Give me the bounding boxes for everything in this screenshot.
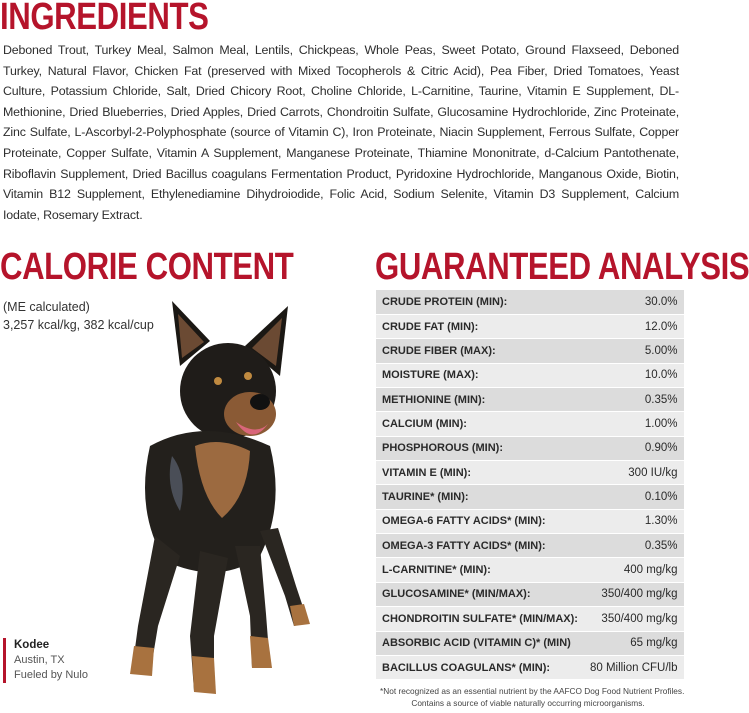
nutrient-label: ABSORBIC ACID (VITAMIN C)* (MIN) [376,631,584,655]
nutrient-label: BACILLUS COAGULANS* (MIN): [376,655,584,679]
table-row [376,607,684,631]
nutrient-label: TAURINE* (MIN): [376,485,584,509]
nutrient-value: 80 Million CFU/lb [584,655,684,679]
analysis-footnote [380,685,685,709]
caption-sponsor: Fueled by Nulo [14,669,88,681]
table-row [376,387,684,411]
nutrient-value: 350/400 mg/kg [584,607,684,631]
nutrient-value: 400 mg/kg [584,558,684,582]
table-row [376,509,684,533]
nutrient-value: 350/400 mg/kg [584,582,684,606]
nutrient-label: MOISTURE (MAX): [376,363,584,387]
table-row [376,461,684,485]
nutrient-label: OMEGA-3 FATTY ACIDS* (MIN): [376,534,584,558]
nutrient-value: 0.35% [584,387,684,411]
table-row [376,363,684,387]
table-row [376,631,684,655]
nutrient-value: 65 mg/kg [584,631,684,655]
dog-photo [110,296,320,706]
table-row [376,290,684,314]
nutrient-value: 0.35% [584,534,684,558]
ingredients-title: INGREDIENTS [0,0,209,38]
table-row [376,314,684,338]
analysis-table [376,290,684,680]
analysis-title: GUARANTEED ANALYSIS [375,246,749,288]
table-row [376,436,684,460]
nutrient-label: CRUDE FAT (MIN): [376,314,584,338]
nutrient-value: 300 IU/kg [584,461,684,485]
nutrient-label: VITAMIN E (MIN): [376,461,584,485]
nutrient-value: 5.00% [584,339,684,363]
nutrient-label: L-CARNITINE* (MIN): [376,558,584,582]
nutrient-label: CRUDE FIBER (MAX): [376,339,584,363]
caption-name: Kodee [14,639,50,651]
nutrient-label: GLUCOSAMINE* (MIN/MAX): [376,582,584,606]
table-row [376,485,684,509]
nutrient-value: 10.0% [584,363,684,387]
nutrient-value: 0.90% [584,436,684,460]
table-row [376,412,684,436]
photo-caption [3,638,88,683]
table-row [376,582,684,606]
nutrient-label: OMEGA-6 FATTY ACIDS* (MIN): [376,509,584,533]
table-row [376,655,684,679]
nutrient-value: 1.30% [584,509,684,533]
footnote-line-2: Contains a source of viable naturally occurring microorganisms. [411,698,645,708]
ingredients-text: Deboned Trout, Turkey Meal, Salmon Meal, Lentils, Chickpeas, Whole Peas, Sweet Potato, Ground Flaxseed, Deboned Turkey, Natural Flavor, Chicken Fat (preserved with Mixed Tocopherols & Citric Acid), Pea Fiber, Dried Tomatoes, Yeast Culture, Potassium Chloride, Salt, Dried Chicory Root, Choline Chloride, L-Carnitine, Taurine, Vitamin E Supplement, DL-Methionine, Dried Blueberries, Dried Apples, Dried Carrots, Chondroitin Sulfate, Glucosamine Hydrochloride, Zinc Proteinate, Zinc Sulfate, L-Ascorbyl-2-Polyphosphate (source of Vitamin C), Iron Proteinate, Niacin Supplement, Ferrous Sulfate, Copper Proteinate, Copper Sulfate, Vitamin A Supplement, Manganese Proteinate, Thiamine Mononitrate, d-Calcium Pantothenate, Riboflavin Supplement, Dried Bacillus coagulans Fermentation Product, Pyridoxine Hydrochloride, Manganous Oxide, Biotin, Vitamin B12 Supplement, Ethylenediamine Dihydroiodide, Folic Acid, Sodium Selenite, Vitamin D3 Supplement, Calcium Iodate, Rosemary Extract. [3,43,679,222]
table-row [376,339,684,363]
table-row [376,558,684,582]
nutrient-label: CRUDE PROTEIN (MIN): [376,290,584,314]
nutrient-value: 12.0% [584,314,684,338]
nutrient-value: 30.0% [584,290,684,314]
footnote-line-1: *Not recognized as an essential nutrient by the AAFCO Dog Food Nutrient Profiles. [380,686,685,696]
nutrient-value: 1.00% [584,412,684,436]
calorie-note: (ME calculated) [3,300,90,314]
caption-location: Austin, TX [14,654,65,666]
nutrient-label: CALCIUM (MIN): [376,412,584,436]
nutrient-label: METHIONINE (MIN): [376,387,584,411]
nutrient-label: PHOSPHOROUS (MIN): [376,436,584,460]
nutrient-label: CHONDROITIN SULFATE* (MIN/MAX): [376,607,584,631]
nutrient-value: 0.10% [584,485,684,509]
table-row [376,534,684,558]
calorie-title: CALORIE CONTENT [0,246,294,288]
calorie-value: 3,257 kcal/kg, 382 kcal/cup [3,318,154,332]
